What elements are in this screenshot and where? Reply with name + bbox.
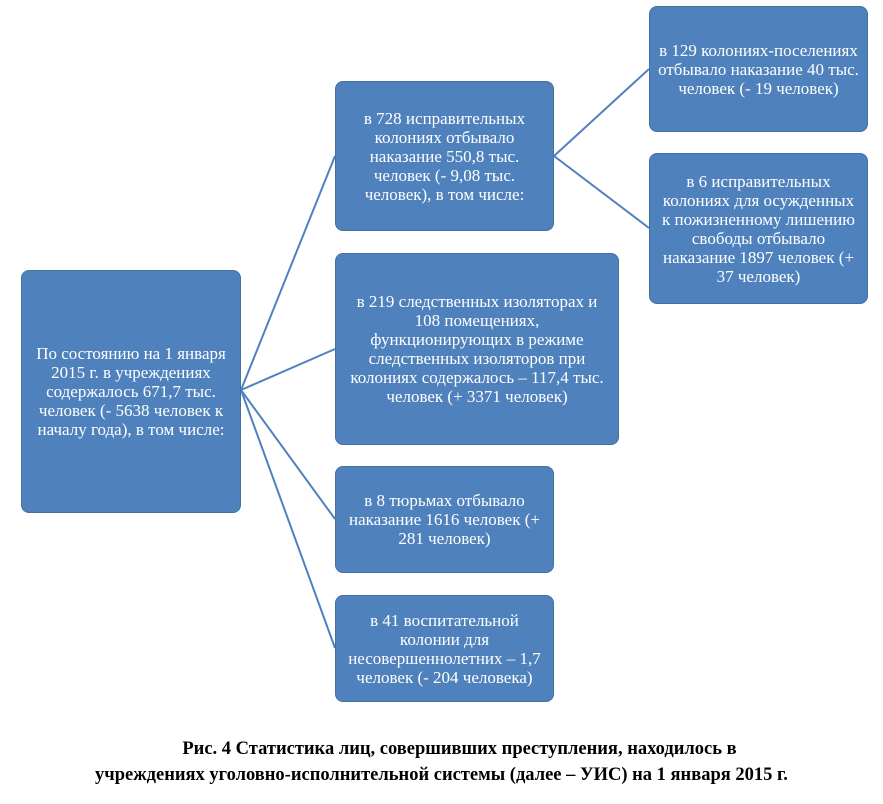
- node-correctional-colonies: [335, 81, 554, 231]
- connector-root-prisons: [241, 390, 335, 519]
- node-colonies-text: в 728 исправительных колониях отбывало наказание 550,8 тыс. человек (- 9,08 тыс. человек), в том числе:: [363, 108, 526, 204]
- caption-line-1: Рис. 4 Статистика лиц, совершивших преступления, находилось в: [182, 739, 737, 759]
- node-root-total: [21, 270, 241, 513]
- node-sizo-text: в 219 следственных изоляторах и 108 помещениях, функционирующих в режиме следственных изоляторов при колониях содержалось – 117,4 тыс. человек (+ 3371 человек): [350, 292, 604, 406]
- figure-caption: [0, 736, 883, 788]
- connector-colonies-life: [554, 156, 649, 228]
- node-pretrial-detention: [335, 253, 619, 445]
- node-root-text: По состоянию на 1 января 2015 г. в учреждениях содержалось 671,7 тыс. человек (- 5638 человек к началу года), в том числе:: [36, 344, 226, 439]
- node-educational-text: в 41 воспитательной колонии для несовершеннолетних – 1,7 человек (- 204 человека): [348, 610, 541, 687]
- connector-root-educational: [241, 390, 335, 648]
- node-life-text: в 6 исправительных колониях для осужденных к пожизненному лишению свободы отбывало наказание 1897 человек (+ 37 человек): [662, 171, 855, 286]
- node-prisons-text: в 8 тюрьмах отбывало наказание 1616 человек (+ 281 человек): [348, 491, 540, 548]
- node-educational-colonies: [335, 595, 554, 702]
- node-colony-settlements: [649, 6, 868, 132]
- node-settlements-text: в 129 колониях-поселениях отбывало наказание 40 тыс. человек (- 19 человек): [658, 40, 859, 98]
- node-prisons: [335, 466, 554, 573]
- connector-colonies-settlements: [554, 69, 649, 156]
- caption-line-2: учреждениях уголовно-исполнительной системы (далее – УИС) на 1 января 2015 г.: [95, 765, 788, 785]
- node-life-sentence-colonies: [649, 153, 868, 304]
